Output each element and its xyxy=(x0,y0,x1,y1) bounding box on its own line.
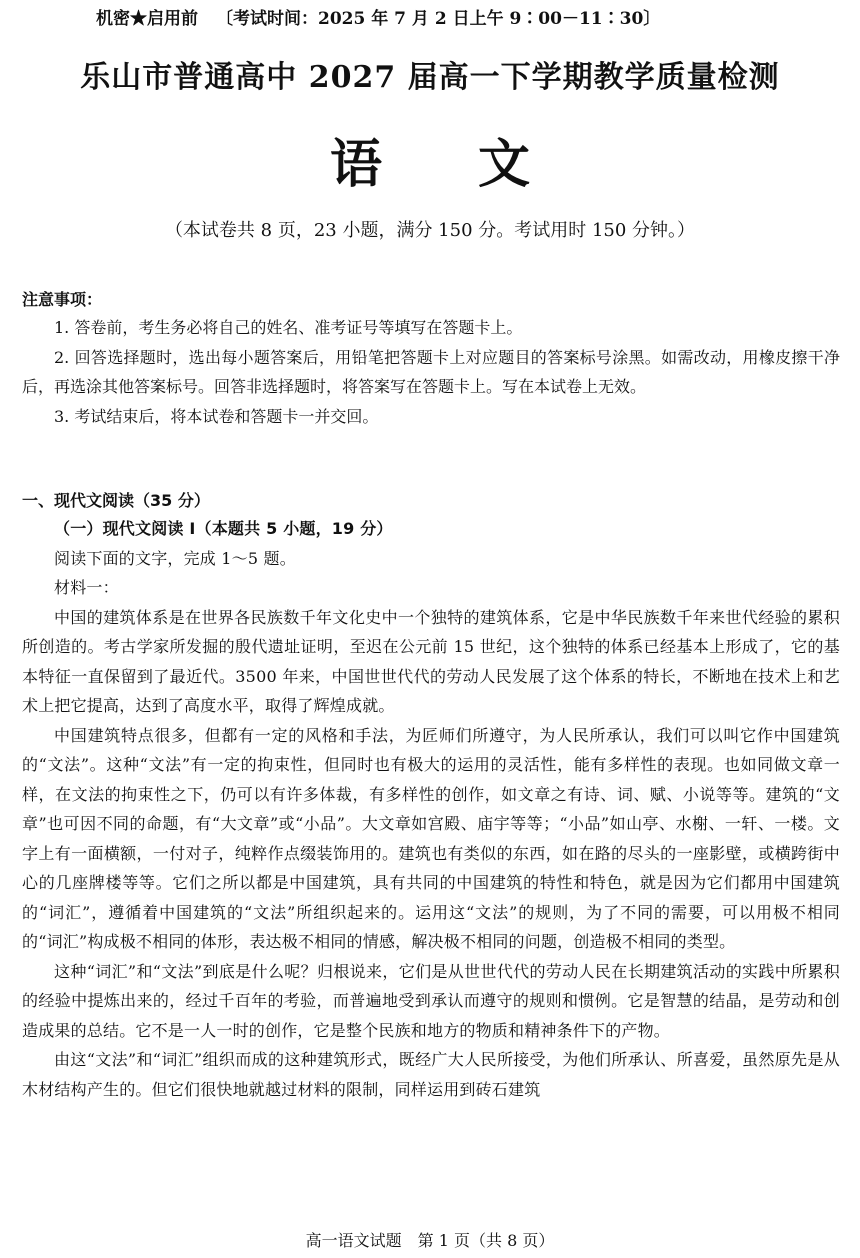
notes-list xyxy=(22,313,840,431)
subject-title: 语文 xyxy=(329,134,626,195)
section-heading: 一、现代文阅读（35 分） xyxy=(22,491,210,510)
reading-instruction: 阅读下面的文字，完成 1～5 题。 xyxy=(54,548,296,568)
passage-paragraph: 中国的建筑体系是在世界各民族数千年文化史中一个独特的建筑体系，它是中华民族数千年来世代经验的累积所创造的。考古学家所发掘的殷代遗址证明，至迟在公元前 15 世纪，这个独特的体系已经基本上形成了，它的基本特征一直保留到了最近代。3500 年来，中国世世代代的劳动人民发展了这个体系的特长，不断地在技术上和艺术上把它提高，达到了高度水平，取得了辉煌成就。 xyxy=(22,607,840,715)
passage-paragraph: 中国建筑特点很多，但都有一定的风格和手法，为匠师们所遵守，为人民所承认，我们可以叫它作中国建筑的“文法”。这种“文法”有一定的拘束性，但同时也有极大的运用的灵活性，能有多样性的表现。也如同做文章一样，在文法的拘束性之下，仍可以有许多体裁，有多样性的创作，如文章之有诗、词、赋、小说等等。建筑的“文章”也可因不同的命题，有“大文章”或“小品”。大文章如宫殿、庙宇等等；“小品”如山亭、水榭、一轩、一楼。文字上有一面横额，一付对子，纯粹作点缀装饰用的。建筑也有类似的东西，如在路的尽头的一座影壁，或横跨街中心的几座牌楼等等。它们之所以都是中国建筑，具有共同的中国建筑的特性和特色，就是因为它们都用中国建筑的“词汇”，遵循着中国建筑的“文法”所组织起来的。运用这“文法”的规则，为了不同的需要，可以用极不相同的“词汇”构成极不相同的体形，表达极不相同的情感，解决极不相同的问题，创造极不相同的类型。 xyxy=(22,725,840,951)
confidential-line xyxy=(96,4,660,29)
confidential-tag: 机密★启用前 xyxy=(96,9,198,29)
passage-paragraph: 这种“词汇”和“文法”到底是什么呢？归根说来，它们是从世世代代的劳动人民在长期建筑活动的实践中所累积的经验中提炼出来的，经过千百年的考验，而普遍地受到承认而遵守的规则和惯例。它是智慧的结晶，是劳动和创造成果的总结。它不是一人一时的创作，它是整个民族和地方的物质和精神条件下的产物。 xyxy=(22,961,840,1040)
reading-passage xyxy=(22,514,840,1104)
passage-paragraph: 由这“文法”和“词汇”组织而成的这种建筑形式，既经广大人民所接受，为他们所承认、所喜爱，虽然原先是从木材结构产生的。但它们很快地就越过材料的限制，同样运用到砖石建筑 xyxy=(22,1050,840,1099)
material-label: 材料一： xyxy=(54,578,119,597)
note-item-3: 3. 考试结束后，将本试卷和答题卡一并交回。 xyxy=(54,406,379,426)
note-item-2: 2. 回答选择题时，选出每小题答案后，用铅笔把答题卡上对应题目的答案标号涂黑。如需改动，用橡皮擦干净后，再选涂其他答案标号。回答非选择题时，将答案写在答题卡上。写在本试卷上无效。 xyxy=(22,347,840,396)
exam-info: （本试卷共 8 页，23 小题，满分 150 分。考试用时 150 分钟。） xyxy=(164,220,696,241)
exam-title: 乐山市普通高中 2027 届高一下学期教学质量检测 xyxy=(80,60,780,95)
section-subheading: （一）现代文阅读 I（本题共 5 小题，19 分） xyxy=(54,519,393,538)
note-item-1: 1. 答卷前，考生务必将自己的姓名、准考证号等填写在答题卡上。 xyxy=(54,318,523,337)
exam-time: 〔考试时间：2025 年 7 月 2 日上午 9∶00－11∶30〕 xyxy=(216,9,661,29)
page-footer: 高一语文试题 第 1 页（共 8 页） xyxy=(305,1231,555,1250)
notes-heading: 注意事项： xyxy=(22,290,103,309)
